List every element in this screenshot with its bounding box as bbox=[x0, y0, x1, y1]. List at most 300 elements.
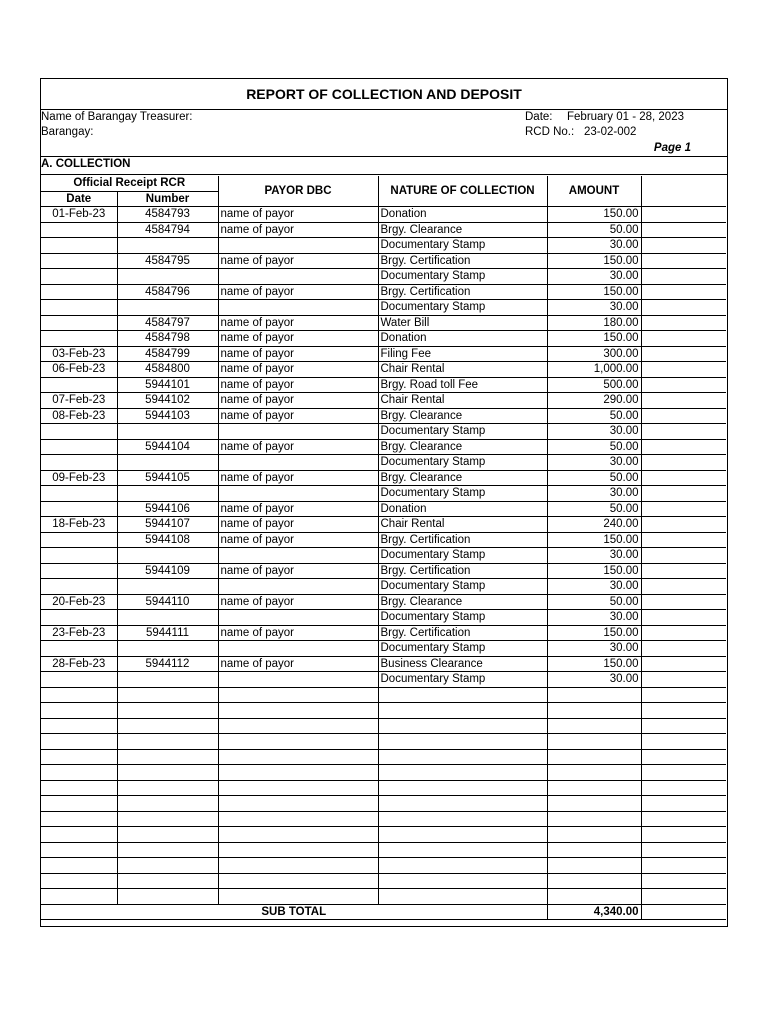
date-cell: 06-Feb-23 bbox=[41, 362, 117, 378]
number-cell: 5944105 bbox=[117, 470, 218, 486]
table-row bbox=[41, 625, 726, 641]
payor-cell: name of payor bbox=[218, 594, 378, 610]
empty-row bbox=[41, 718, 726, 734]
empty-cell bbox=[547, 796, 641, 812]
empty-cell bbox=[218, 718, 378, 734]
blank-cell bbox=[641, 672, 726, 688]
date-cell bbox=[41, 238, 117, 254]
table-row bbox=[41, 470, 726, 486]
nature-cell: Documentary Stamp bbox=[378, 548, 547, 564]
nature-cell: Documentary Stamp bbox=[378, 672, 547, 688]
date-cell bbox=[41, 377, 117, 393]
payor-cell bbox=[218, 424, 378, 440]
amount-cell: 50.00 bbox=[547, 222, 641, 238]
amount-cell: 1,000.00 bbox=[547, 362, 641, 378]
number-cell: 5944112 bbox=[117, 656, 218, 672]
table-row bbox=[41, 641, 726, 657]
date-value: February 01 - 28, 2023 bbox=[567, 111, 684, 123]
empty-cell bbox=[547, 811, 641, 827]
nature-cell: Water Bill bbox=[378, 315, 547, 331]
nature-cell: Brgy. Clearance bbox=[378, 470, 547, 486]
nature-cell: Brgy. Certification bbox=[378, 532, 547, 548]
blank-cell bbox=[641, 579, 726, 595]
nature-cell: Brgy. Certification bbox=[378, 563, 547, 579]
empty-cell bbox=[117, 703, 218, 719]
amount-cell: 290.00 bbox=[547, 393, 641, 409]
blank-cell bbox=[641, 331, 726, 347]
empty-cell bbox=[117, 780, 218, 796]
payor-cell: name of payor bbox=[218, 331, 378, 347]
date-cell bbox=[41, 284, 117, 300]
date-cell: 09-Feb-23 bbox=[41, 470, 117, 486]
nature-cell: Chair Rental bbox=[378, 517, 547, 533]
number-cell: 4584797 bbox=[117, 315, 218, 331]
blank-cell bbox=[641, 315, 726, 331]
amount-cell: 150.00 bbox=[547, 253, 641, 269]
amount-cell: 50.00 bbox=[547, 594, 641, 610]
nature-cell: Brgy. Certification bbox=[378, 284, 547, 300]
nature-cell: Chair Rental bbox=[378, 362, 547, 378]
number-cell bbox=[117, 300, 218, 316]
empty-cell bbox=[378, 718, 547, 734]
blank-cell bbox=[641, 656, 726, 672]
table-row bbox=[41, 253, 726, 269]
payor-cell: name of payor bbox=[218, 207, 378, 223]
nature-cell: Donation bbox=[378, 207, 547, 223]
number-cell bbox=[117, 269, 218, 285]
amount-cell: 30.00 bbox=[547, 672, 641, 688]
number-cell: 5944108 bbox=[117, 532, 218, 548]
page-number: Page 1 bbox=[653, 142, 691, 154]
payor-cell bbox=[218, 269, 378, 285]
empty-cell bbox=[547, 873, 641, 889]
payor-cell: name of payor bbox=[218, 346, 378, 362]
payor-cell: name of payor bbox=[218, 284, 378, 300]
amount-cell: 50.00 bbox=[547, 408, 641, 424]
empty-cell bbox=[641, 873, 726, 889]
table-row bbox=[41, 424, 726, 440]
empty-cell bbox=[378, 842, 547, 858]
table-row bbox=[41, 501, 726, 517]
empty-row bbox=[41, 858, 726, 874]
nature-cell: Brgy. Certification bbox=[378, 625, 547, 641]
payor-cell: name of payor bbox=[218, 625, 378, 641]
blank-cell bbox=[641, 284, 726, 300]
payor-cell: name of payor bbox=[218, 501, 378, 517]
amount-cell: 30.00 bbox=[547, 641, 641, 657]
empty-cell bbox=[641, 858, 726, 874]
empty-cell bbox=[218, 827, 378, 843]
rcd-value: 23-02-002 bbox=[584, 126, 637, 138]
date-cell bbox=[41, 269, 117, 285]
subtotal-value: 4,340.00 bbox=[547, 904, 641, 920]
blank-cell bbox=[641, 594, 726, 610]
blank-cell bbox=[641, 222, 726, 238]
report-title: REPORT OF COLLECTION AND DEPOSIT bbox=[41, 79, 727, 110]
payor-cell: name of payor bbox=[218, 563, 378, 579]
amount-cell: 30.00 bbox=[547, 424, 641, 440]
blank-cell bbox=[641, 362, 726, 378]
amount-cell: 180.00 bbox=[547, 315, 641, 331]
date-cell: 03-Feb-23 bbox=[41, 346, 117, 362]
blank-cell bbox=[641, 346, 726, 362]
blank-cell bbox=[641, 300, 726, 316]
empty-cell bbox=[41, 811, 117, 827]
empty-row bbox=[41, 811, 726, 827]
nature-cell: Brgy. Certification bbox=[378, 253, 547, 269]
amount-cell: 240.00 bbox=[547, 517, 641, 533]
payor-cell bbox=[218, 455, 378, 471]
date-cell: 08-Feb-23 bbox=[41, 408, 117, 424]
table-row bbox=[41, 656, 726, 672]
amount-header: AMOUNT bbox=[547, 176, 641, 207]
number-cell: 5944111 bbox=[117, 625, 218, 641]
blank-cell bbox=[641, 393, 726, 409]
amount-cell: 30.00 bbox=[547, 269, 641, 285]
empty-cell bbox=[41, 780, 117, 796]
empty-cell bbox=[378, 811, 547, 827]
empty-cell bbox=[641, 749, 726, 765]
empty-cell bbox=[378, 734, 547, 750]
nature-cell: Documentary Stamp bbox=[378, 424, 547, 440]
blank-header bbox=[641, 176, 726, 207]
barangay-label: Barangay: bbox=[41, 126, 94, 138]
empty-row bbox=[41, 842, 726, 858]
payor-cell: name of payor bbox=[218, 517, 378, 533]
empty-cell bbox=[117, 873, 218, 889]
table-row bbox=[41, 455, 726, 471]
date-cell bbox=[41, 672, 117, 688]
table-row bbox=[41, 222, 726, 238]
blank-cell bbox=[641, 455, 726, 471]
nature-cell: Donation bbox=[378, 331, 547, 347]
number-cell bbox=[117, 610, 218, 626]
treasurer-label: Name of Barangay Treasurer: bbox=[41, 111, 193, 123]
payor-cell bbox=[218, 486, 378, 502]
amount-cell: 30.00 bbox=[547, 548, 641, 564]
date-cell bbox=[41, 501, 117, 517]
amount-cell: 30.00 bbox=[547, 579, 641, 595]
number-cell: 5944104 bbox=[117, 439, 218, 455]
empty-cell bbox=[641, 780, 726, 796]
blank-cell bbox=[641, 253, 726, 269]
number-header: Number bbox=[117, 191, 218, 207]
amount-cell: 30.00 bbox=[547, 238, 641, 254]
nature-cell: Brgy. Clearance bbox=[378, 439, 547, 455]
table-row bbox=[41, 672, 726, 688]
date-label: Date: bbox=[525, 111, 553, 123]
table-row bbox=[41, 300, 726, 316]
date-cell bbox=[41, 641, 117, 657]
date-cell: 28-Feb-23 bbox=[41, 656, 117, 672]
blank-cell bbox=[641, 641, 726, 657]
table-row bbox=[41, 486, 726, 502]
empty-cell bbox=[378, 703, 547, 719]
table-row bbox=[41, 532, 726, 548]
empty-cell bbox=[41, 765, 117, 781]
payor-cell: name of payor bbox=[218, 315, 378, 331]
amount-cell: 150.00 bbox=[547, 331, 641, 347]
amount-cell: 300.00 bbox=[547, 346, 641, 362]
payor-cell: name of payor bbox=[218, 362, 378, 378]
blank-cell bbox=[641, 563, 726, 579]
date-cell bbox=[41, 486, 117, 502]
date-cell bbox=[41, 253, 117, 269]
empty-cell bbox=[117, 734, 218, 750]
number-cell bbox=[117, 238, 218, 254]
table-header-row bbox=[41, 176, 726, 191]
number-cell: 4584796 bbox=[117, 284, 218, 300]
date-cell bbox=[41, 532, 117, 548]
empty-cell bbox=[378, 889, 547, 905]
number-cell: 4584794 bbox=[117, 222, 218, 238]
blank-cell bbox=[641, 439, 726, 455]
payor-cell bbox=[218, 579, 378, 595]
number-cell: 5944102 bbox=[117, 393, 218, 409]
blank-cell bbox=[641, 424, 726, 440]
payor-header: PAYOR DBC bbox=[218, 176, 378, 207]
number-cell: 5944110 bbox=[117, 594, 218, 610]
nature-cell: Donation bbox=[378, 501, 547, 517]
payor-cell bbox=[218, 672, 378, 688]
nature-cell: Business Clearance bbox=[378, 656, 547, 672]
empty-row bbox=[41, 734, 726, 750]
empty-cell bbox=[547, 734, 641, 750]
blank-cell bbox=[641, 408, 726, 424]
table-row bbox=[41, 284, 726, 300]
empty-cell bbox=[218, 889, 378, 905]
empty-cell bbox=[378, 858, 547, 874]
payor-cell: name of payor bbox=[218, 439, 378, 455]
divider bbox=[41, 156, 727, 157]
empty-cell bbox=[218, 873, 378, 889]
empty-cell bbox=[41, 718, 117, 734]
empty-cell bbox=[378, 749, 547, 765]
empty-cell bbox=[547, 749, 641, 765]
nature-cell: Documentary Stamp bbox=[378, 300, 547, 316]
blank-cell bbox=[641, 517, 726, 533]
number-cell: 5944101 bbox=[117, 377, 218, 393]
number-cell: 5944107 bbox=[117, 517, 218, 533]
number-cell: 4584798 bbox=[117, 331, 218, 347]
number-cell bbox=[117, 486, 218, 502]
empty-cell bbox=[218, 765, 378, 781]
nature-cell: Documentary Stamp bbox=[378, 610, 547, 626]
amount-cell: 150.00 bbox=[547, 563, 641, 579]
amount-cell: 30.00 bbox=[547, 610, 641, 626]
empty-cell bbox=[41, 796, 117, 812]
blank-cell bbox=[641, 904, 726, 920]
empty-cell bbox=[41, 703, 117, 719]
empty-cell bbox=[117, 842, 218, 858]
number-cell: 4584793 bbox=[117, 207, 218, 223]
blank-cell bbox=[641, 501, 726, 517]
amount-cell: 150.00 bbox=[547, 656, 641, 672]
date-cell bbox=[41, 424, 117, 440]
payor-cell: name of payor bbox=[218, 377, 378, 393]
empty-cell bbox=[378, 796, 547, 812]
empty-cell bbox=[41, 873, 117, 889]
payor-cell: name of payor bbox=[218, 532, 378, 548]
empty-cell bbox=[117, 811, 218, 827]
number-cell bbox=[117, 455, 218, 471]
nature-cell: Documentary Stamp bbox=[378, 455, 547, 471]
table-row bbox=[41, 393, 726, 409]
date-cell bbox=[41, 563, 117, 579]
empty-cell bbox=[218, 842, 378, 858]
empty-cell bbox=[41, 734, 117, 750]
empty-cell bbox=[641, 811, 726, 827]
empty-cell bbox=[117, 687, 218, 703]
nature-cell: Brgy. Clearance bbox=[378, 408, 547, 424]
blank-cell bbox=[641, 610, 726, 626]
blank-cell bbox=[641, 486, 726, 502]
empty-cell bbox=[547, 827, 641, 843]
amount-cell: 150.00 bbox=[547, 532, 641, 548]
empty-cell bbox=[218, 811, 378, 827]
nature-cell: Filing Fee bbox=[378, 346, 547, 362]
number-cell: 4584795 bbox=[117, 253, 218, 269]
number-cell: 5944109 bbox=[117, 563, 218, 579]
blank-cell bbox=[641, 470, 726, 486]
amount-cell: 50.00 bbox=[547, 439, 641, 455]
number-cell bbox=[117, 424, 218, 440]
empty-cell bbox=[641, 842, 726, 858]
empty-cell bbox=[378, 687, 547, 703]
table-row bbox=[41, 377, 726, 393]
empty-row bbox=[41, 749, 726, 765]
empty-cell bbox=[218, 734, 378, 750]
payor-cell bbox=[218, 238, 378, 254]
blank-cell bbox=[641, 238, 726, 254]
blank-cell bbox=[641, 207, 726, 223]
empty-cell bbox=[218, 858, 378, 874]
date-cell: 23-Feb-23 bbox=[41, 625, 117, 641]
empty-cell bbox=[547, 842, 641, 858]
table-row bbox=[41, 207, 726, 223]
empty-cell bbox=[378, 827, 547, 843]
nature-cell: Chair Rental bbox=[378, 393, 547, 409]
date-cell bbox=[41, 548, 117, 564]
empty-cell bbox=[117, 796, 218, 812]
payor-cell bbox=[218, 300, 378, 316]
empty-row bbox=[41, 703, 726, 719]
empty-cell bbox=[547, 780, 641, 796]
table-row bbox=[41, 346, 726, 362]
subtotal-label: SUB TOTAL bbox=[41, 904, 547, 920]
section-heading: A. COLLECTION bbox=[41, 158, 131, 170]
number-cell: 4584800 bbox=[117, 362, 218, 378]
table-row bbox=[41, 594, 726, 610]
empty-cell bbox=[641, 703, 726, 719]
table-row bbox=[41, 439, 726, 455]
table-row bbox=[41, 362, 726, 378]
date-cell bbox=[41, 222, 117, 238]
amount-cell: 150.00 bbox=[547, 284, 641, 300]
empty-cell bbox=[218, 703, 378, 719]
blank-cell bbox=[641, 377, 726, 393]
empty-cell bbox=[641, 718, 726, 734]
table-row bbox=[41, 315, 726, 331]
empty-cell bbox=[41, 858, 117, 874]
table-row bbox=[41, 331, 726, 347]
payor-cell: name of payor bbox=[218, 470, 378, 486]
date-cell: 20-Feb-23 bbox=[41, 594, 117, 610]
empty-cell bbox=[547, 718, 641, 734]
empty-row bbox=[41, 827, 726, 843]
empty-cell bbox=[41, 827, 117, 843]
number-cell: 4584799 bbox=[117, 346, 218, 362]
date-cell: 01-Feb-23 bbox=[41, 207, 117, 223]
empty-cell bbox=[641, 765, 726, 781]
empty-cell bbox=[117, 749, 218, 765]
table-row bbox=[41, 238, 726, 254]
payor-cell bbox=[218, 641, 378, 657]
date-cell bbox=[41, 300, 117, 316]
amount-cell: 500.00 bbox=[547, 377, 641, 393]
table-row bbox=[41, 517, 726, 533]
empty-cell bbox=[378, 765, 547, 781]
nature-cell: Brgy. Clearance bbox=[378, 222, 547, 238]
empty-cell bbox=[218, 780, 378, 796]
empty-cell bbox=[41, 749, 117, 765]
amount-cell: 50.00 bbox=[547, 501, 641, 517]
blank-cell bbox=[641, 532, 726, 548]
date-cell bbox=[41, 315, 117, 331]
table-row bbox=[41, 408, 726, 424]
nature-cell: Documentary Stamp bbox=[378, 238, 547, 254]
date-header: Date bbox=[41, 191, 117, 207]
empty-cell bbox=[117, 718, 218, 734]
empty-row bbox=[41, 796, 726, 812]
amount-cell: 150.00 bbox=[547, 207, 641, 223]
payor-cell bbox=[218, 610, 378, 626]
empty-cell bbox=[547, 687, 641, 703]
divider bbox=[41, 174, 727, 175]
empty-row bbox=[41, 873, 726, 889]
empty-cell bbox=[378, 780, 547, 796]
payor-cell: name of payor bbox=[218, 656, 378, 672]
nature-cell: Brgy. Road toll Fee bbox=[378, 377, 547, 393]
table-row bbox=[41, 548, 726, 564]
date-cell bbox=[41, 579, 117, 595]
empty-row bbox=[41, 765, 726, 781]
empty-cell bbox=[117, 827, 218, 843]
table-row bbox=[41, 269, 726, 285]
nature-cell: Documentary Stamp bbox=[378, 641, 547, 657]
empty-cell bbox=[41, 687, 117, 703]
empty-cell bbox=[41, 842, 117, 858]
date-cell bbox=[41, 331, 117, 347]
empty-cell bbox=[641, 734, 726, 750]
number-cell bbox=[117, 672, 218, 688]
rcd-label: RCD No.: bbox=[525, 126, 575, 138]
table-row bbox=[41, 610, 726, 626]
nature-header: NATURE OF COLLECTION bbox=[378, 176, 547, 207]
blank-cell bbox=[641, 548, 726, 564]
empty-cell bbox=[641, 827, 726, 843]
nature-cell: Documentary Stamp bbox=[378, 486, 547, 502]
empty-cell bbox=[641, 796, 726, 812]
empty-cell bbox=[117, 765, 218, 781]
empty-cell bbox=[547, 858, 641, 874]
amount-cell: 30.00 bbox=[547, 455, 641, 471]
date-cell bbox=[41, 610, 117, 626]
report-sheet bbox=[40, 78, 728, 927]
nature-cell: Documentary Stamp bbox=[378, 269, 547, 285]
empty-cell bbox=[117, 858, 218, 874]
empty-cell bbox=[641, 889, 726, 905]
